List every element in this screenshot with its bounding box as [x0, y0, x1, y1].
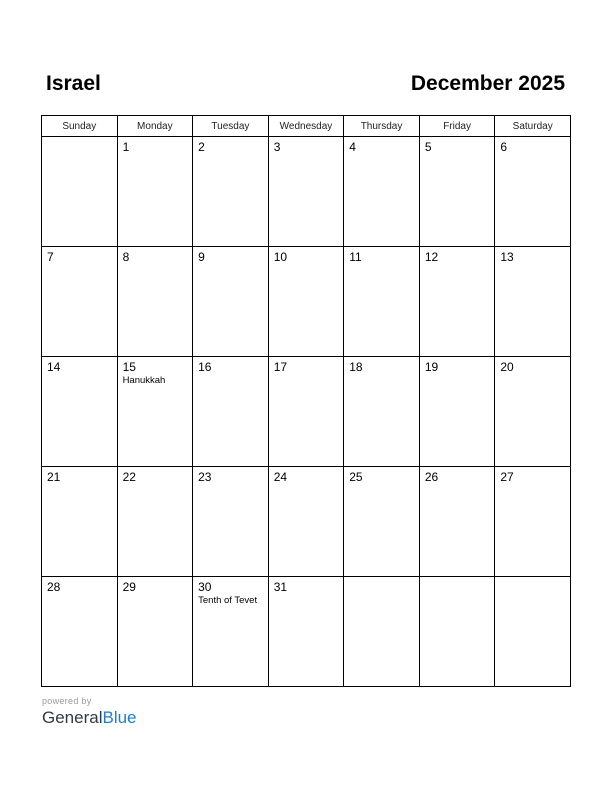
week-row: [42, 247, 571, 357]
day-number: 10: [273, 250, 288, 264]
weekday-monday: Monday: [117, 116, 193, 137]
day-cell: [495, 467, 571, 577]
calendar-grid: [41, 115, 571, 687]
day-cell: [42, 577, 118, 687]
day-number: 17: [273, 360, 288, 374]
week-row: [42, 137, 571, 247]
week-row: [42, 467, 571, 577]
day-cell: [268, 137, 344, 247]
day-cell: [117, 467, 193, 577]
day-cell: [419, 467, 495, 577]
day-number: 3: [273, 140, 281, 154]
weekday-header-row: [42, 116, 571, 137]
holiday-label: Hanukkah: [122, 375, 166, 386]
day-cell: [495, 137, 571, 247]
day-cell: [344, 467, 420, 577]
day-number: 7: [47, 250, 54, 264]
day-cell: [117, 357, 193, 467]
day-number: 29: [122, 580, 136, 594]
day-cell: [495, 577, 571, 687]
day-number: 23: [198, 470, 212, 484]
country-title: Israel: [46, 72, 101, 95]
day-number: 19: [424, 360, 439, 374]
day-number: 13: [500, 250, 514, 264]
day-cell: [268, 577, 344, 687]
day-cell: [344, 137, 420, 247]
day-number: 8: [122, 250, 130, 264]
day-number: 1: [122, 140, 130, 154]
day-cell: [344, 357, 420, 467]
weekday-tuesday: Tuesday: [193, 116, 269, 137]
day-cell: [193, 137, 269, 247]
month-year-title: December 2025: [410, 72, 565, 95]
weekday-sunday: Sunday: [42, 116, 118, 137]
day-number: 11: [349, 250, 362, 264]
day-number: 30: [198, 580, 212, 594]
day-cell: [495, 247, 571, 357]
day-cell: [268, 357, 344, 467]
day-number: 21: [47, 470, 61, 484]
brand-logo[interactable]: [42, 708, 137, 728]
day-number: 15: [122, 360, 136, 374]
day-number: 28: [47, 580, 61, 594]
day-cell: [495, 357, 571, 467]
brand-name-part1: General: [42, 708, 103, 727]
day-cell: [117, 247, 193, 357]
day-cell: [193, 247, 269, 357]
day-cell: [42, 137, 118, 247]
day-number: 12: [424, 250, 439, 264]
day-cell: [117, 137, 193, 247]
day-cell: [344, 577, 420, 687]
day-number: 6: [500, 140, 508, 154]
week-row: [42, 577, 571, 687]
day-number: 18: [349, 360, 363, 374]
day-cell: [268, 247, 344, 357]
day-cell: [419, 357, 495, 467]
day-cell: [419, 137, 495, 247]
day-cell: [268, 467, 344, 577]
day-cell: [42, 247, 118, 357]
day-cell: [42, 357, 118, 467]
powered-by-label: powered by: [42, 696, 92, 706]
day-number: 5: [424, 140, 432, 154]
day-cell: [419, 247, 495, 357]
day-number: 2: [198, 140, 205, 154]
day-number: 24: [273, 470, 288, 484]
week-row: [42, 357, 571, 467]
weekday-thursday: Thursday: [344, 116, 420, 137]
day-number: 26: [424, 470, 439, 484]
day-cell: [193, 467, 269, 577]
day-cell: [344, 247, 420, 357]
day-number: 22: [122, 470, 136, 484]
day-number: 14: [47, 360, 61, 374]
day-number: 20: [500, 360, 514, 374]
weekday-wednesday: Wednesday: [268, 116, 344, 137]
day-number: 25: [349, 470, 363, 484]
day-cell: [117, 577, 193, 687]
weekday-saturday: Saturday: [495, 116, 571, 137]
footer-branding: [42, 696, 137, 728]
day-cell: [193, 357, 269, 467]
day-cell: [42, 467, 118, 577]
brand-name-part2: Blue: [102, 708, 137, 727]
day-number: 9: [198, 250, 205, 264]
day-number: 4: [349, 140, 356, 154]
day-number: 27: [500, 470, 514, 484]
holiday-label: Tenth of Tevet: [198, 595, 258, 606]
day-number: 31: [273, 580, 288, 594]
day-cell: [193, 577, 269, 687]
day-number: 16: [198, 360, 212, 374]
day-cell: [419, 577, 495, 687]
weekday-friday: Friday: [419, 116, 495, 137]
